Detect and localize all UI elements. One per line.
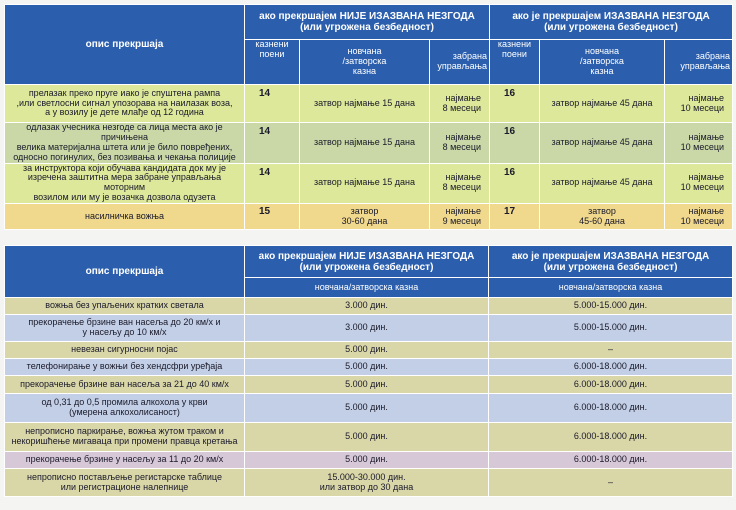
- table-row: [5, 359, 733, 376]
- offense-description: прекорачење брзине ван насеља до 20 км/х и у насељу до 10 км/х: [5, 315, 245, 342]
- table-row: [5, 204, 733, 230]
- driving-ban: најмање 8 месеци: [430, 123, 490, 164]
- penalties-table-minor: [4, 245, 733, 497]
- driving-ban: најмање 8 месеци: [430, 163, 490, 204]
- driving-ban: најмање 8 месеци: [430, 85, 490, 123]
- offense-description: непрописно постављење регистарске таблице или регистрационе налепнице: [5, 469, 245, 497]
- table-row: [5, 298, 733, 315]
- fine-value: затвор 30-60 дана: [300, 204, 430, 230]
- fine-value: 6.000-18.000 дин.: [489, 452, 733, 469]
- penalty-points: 16: [490, 85, 540, 123]
- description-header: опис прекршаја: [5, 246, 245, 298]
- table-row: [5, 163, 733, 204]
- table-row: [5, 469, 733, 497]
- fine-value: –: [489, 342, 733, 359]
- fine-value: затвор најмање 45 дана: [540, 163, 665, 204]
- table-row: [5, 342, 733, 359]
- points-header: казнени поени: [245, 40, 300, 85]
- driving-ban: најмање 10 месеци: [665, 204, 733, 230]
- driving-ban: најмање 10 месеци: [665, 85, 733, 123]
- offense-description: за инструктора који обучава кандидата док му је изречена заштитна мера забране управљања моторним возилом или му је возачка дозвола одузета: [5, 163, 245, 204]
- offense-description: телефонирање у вожњи без хендсфри уређаја: [5, 359, 245, 376]
- fine-value: 6.000-18.000 дин.: [489, 376, 733, 394]
- fine-value: 15.000-30.000 дин. или затвор до 30 дана: [245, 469, 489, 497]
- no-accident-header: ако прекршајем НИЈЕ ИЗАЗВАНА НЕЗГОДА (или угрожена безбедност): [245, 5, 490, 40]
- fine-value: затвор 45-60 дана: [540, 204, 665, 230]
- fine-value: 6.000-18.000 дин.: [489, 394, 733, 423]
- ban-header: забрана управљања: [430, 40, 490, 85]
- penalty-points: 14: [245, 85, 300, 123]
- fine-value: 5.000-15.000 дин.: [489, 298, 733, 315]
- ban-header: забрана управљања: [665, 40, 733, 85]
- driving-ban: најмање 10 месеци: [665, 123, 733, 164]
- offense-description: непрописно паркирање, вожња жутом траком и некоришћење мигаваца при промени правца кретања: [5, 423, 245, 452]
- table-row: [5, 394, 733, 423]
- offense-description: невезан сигурносни појас: [5, 342, 245, 359]
- fine-value: 3.000 дин.: [245, 315, 489, 342]
- fine-value: 5.000 дин.: [245, 394, 489, 423]
- penalty-points: 14: [245, 123, 300, 164]
- table-row: [5, 376, 733, 394]
- fine-value: затвор најмање 45 дана: [540, 123, 665, 164]
- penalty-points: 16: [490, 123, 540, 164]
- fine-value: 6.000-18.000 дин.: [489, 359, 733, 376]
- fine-value: 5.000 дин.: [245, 359, 489, 376]
- table-row: [5, 315, 733, 342]
- fine-header: новчана /затворска казна: [300, 40, 430, 85]
- fine-value: 5.000 дин.: [245, 342, 489, 359]
- penalty-points: 17: [490, 204, 540, 230]
- penalty-points: 14: [245, 163, 300, 204]
- offense-description: вожња без упаљених кратких светала: [5, 298, 245, 315]
- offense-description: прекорачење брзине ван насеља за 21 до 40 км/х: [5, 376, 245, 394]
- fine-value: затвор најмање 15 дана: [300, 85, 430, 123]
- driving-ban: најмање 9 месеци: [430, 204, 490, 230]
- fine-value: 3.000 дин.: [245, 298, 489, 315]
- fine-value: затвор најмање 15 дана: [300, 123, 430, 164]
- points-header: казнени поени: [490, 40, 540, 85]
- offense-description: прелазак преко пруге иако је спуштена рампа ,или светлосни сигнал упозорава на наилазак воза, а у возилу је дете млађе од 12 година: [5, 85, 245, 123]
- offense-description: насилничка вожња: [5, 204, 245, 230]
- fine-value: 5.000-15.000 дин.: [489, 315, 733, 342]
- fine-value: 5.000 дин.: [245, 376, 489, 394]
- no-accident-header: ако прекршајем НИЈЕ ИЗАЗВАНА НЕЗГОДА (или угрожена безбедност): [245, 246, 489, 278]
- fine-value: 5.000 дин.: [245, 423, 489, 452]
- table-row: [5, 123, 733, 164]
- table-row: [5, 452, 733, 469]
- offense-description: од 0,31 до 0,5 промила алкохола у крви (умерена алкохолисаност): [5, 394, 245, 423]
- fine-value: –: [489, 469, 733, 497]
- table-row: [5, 423, 733, 452]
- fine-header: новчана /затворска казна: [540, 40, 665, 85]
- driving-ban: најмање 10 месеци: [665, 163, 733, 204]
- penalty-points: 15: [245, 204, 300, 230]
- penalty-points: 16: [490, 163, 540, 204]
- offense-description: прекорачење брзине у насељу за 11 до 20 км/х: [5, 452, 245, 469]
- fine-header: новчана/затворска казна: [245, 278, 489, 298]
- accident-header: ако је прекршајем ИЗАЗВАНА НЕЗГОДА (или угрожена безбедност): [489, 246, 733, 278]
- fine-value: 6.000-18.000 дин.: [489, 423, 733, 452]
- description-header: опис прекршаја: [5, 5, 245, 85]
- penalties-table-serious: [4, 4, 733, 230]
- table-row: [5, 85, 733, 123]
- fine-value: 5.000 дин.: [245, 452, 489, 469]
- offense-description: одлазак учесника незгоде са лица места ако је причињена велика материјална штета или је било повређених, односно погинулих, без позивања и чекања полиције: [5, 123, 245, 164]
- fine-header: новчана/затворска казна: [489, 278, 733, 298]
- accident-header: ако је прекршајем ИЗАЗВАНА НЕЗГОДА (или угрожена безбедност): [490, 5, 733, 40]
- fine-value: затвор најмање 45 дана: [540, 85, 665, 123]
- fine-value: затвор најмање 15 дана: [300, 163, 430, 204]
